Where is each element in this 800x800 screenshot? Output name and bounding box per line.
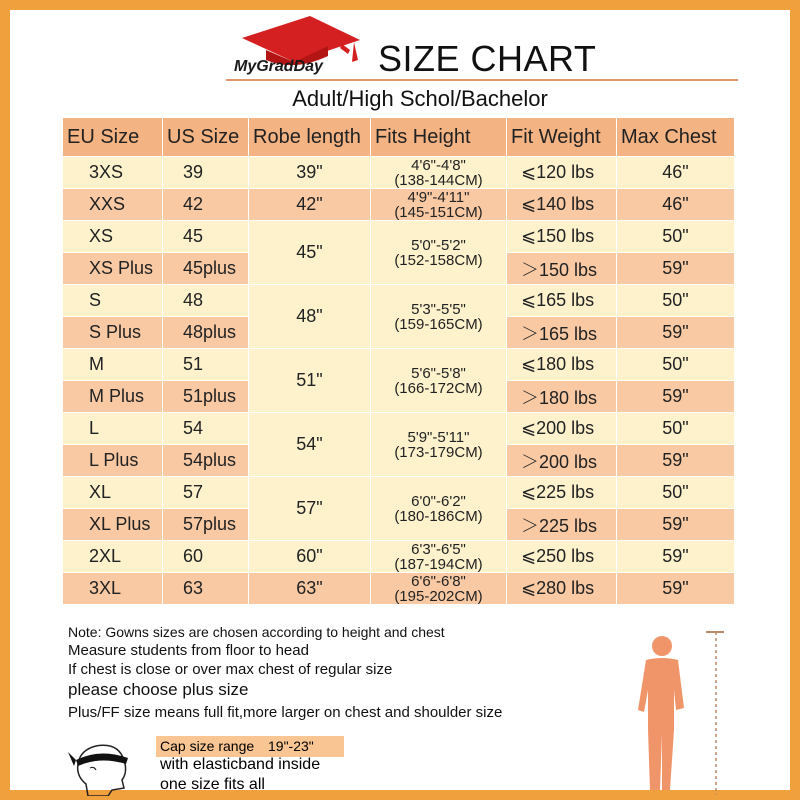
robe-length-cell: 54" <box>249 413 371 477</box>
header-eu-size: EU Size <box>63 118 163 157</box>
height-imperial: 6'3"-6'5" <box>411 540 466 558</box>
robe-length-cell: 45" <box>249 221 371 285</box>
page-subtitle: Adult/High Schol/Bachelor <box>292 86 548 111</box>
note-line: Note: Gowns sizes are chosen according to height and chest <box>68 624 445 640</box>
fits-height-cell <box>371 285 507 349</box>
max-chest-cell: 50" <box>617 285 735 317</box>
robe-length-cell: 48" <box>249 285 371 349</box>
height-metric: (173-179CM) <box>394 443 483 461</box>
us-size-cell: 48 <box>163 285 249 317</box>
us-size-cell: 39 <box>163 157 249 189</box>
person-measure-icon <box>620 630 730 795</box>
robe-length-cell: 63" <box>249 573 371 605</box>
table-row <box>63 541 735 573</box>
fits-height-cell <box>371 477 507 541</box>
cap-note-line: one size fits all <box>160 776 265 793</box>
max-chest-cell: 59" <box>617 445 735 477</box>
us-size-cell: 63 <box>163 573 249 605</box>
table-row <box>63 189 735 221</box>
max-chest-cell: 50" <box>617 349 735 381</box>
size-chart-table <box>62 117 735 605</box>
max-chest-cell: 50" <box>617 477 735 509</box>
height-metric: (180-186CM) <box>394 507 483 525</box>
table-row <box>63 349 735 381</box>
eu-size-cell: L Plus <box>63 445 163 477</box>
max-chest-cell: 59" <box>617 381 735 413</box>
max-chest-cell: 46" <box>617 189 735 221</box>
note-line: Measure students from floor to head <box>68 642 309 659</box>
fit-weight-cell: ⩽225 lbs <box>507 477 617 509</box>
robe-length-cell: 42" <box>249 189 371 221</box>
max-chest-cell: 46" <box>617 157 735 189</box>
header-fit-weight: Fit Weight <box>507 118 617 157</box>
cap-size-label: Cap size range <box>160 738 255 754</box>
robe-length-cell: 39" <box>249 157 371 189</box>
eu-size-cell: L <box>63 413 163 445</box>
height-imperial: 5'3"-5'5" <box>411 300 466 318</box>
us-size-cell: 45 <box>163 221 249 253</box>
cap-size-value: 19"-23" <box>268 738 314 754</box>
eu-size-cell: XXS <box>63 189 163 221</box>
max-chest-cell: 50" <box>617 413 735 445</box>
fit-weight-cell: ⩽120 lbs <box>507 157 617 189</box>
height-metric: (138-144CM) <box>394 171 483 189</box>
fits-height-cell <box>371 221 507 285</box>
us-size-cell: 45plus <box>163 253 249 285</box>
fit-weight-cell: ⩽280 lbs <box>507 573 617 605</box>
eu-size-cell: XS Plus <box>63 253 163 285</box>
max-chest-cell: 50" <box>617 221 735 253</box>
height-imperial: 5'0"-5'2" <box>411 236 466 254</box>
eu-size-cell: 2XL <box>63 541 163 573</box>
height-metric: (152-158CM) <box>394 251 483 269</box>
us-size-cell: 54plus <box>163 445 249 477</box>
us-size-cell: 48plus <box>163 317 249 349</box>
fits-height-cell <box>371 157 507 189</box>
table-row <box>63 221 735 253</box>
cap-size-range-box <box>156 736 344 757</box>
us-size-cell: 51 <box>163 349 249 381</box>
page-title: SIZE CHART <box>378 38 597 79</box>
max-chest-cell: 59" <box>617 253 735 285</box>
fit-weight-cell: ⩽250 lbs <box>507 541 617 573</box>
eu-size-cell: XS <box>63 221 163 253</box>
eu-size-cell: M <box>63 349 163 381</box>
table-row <box>63 285 735 317</box>
title-divider <box>226 79 738 81</box>
max-chest-cell: 59" <box>617 509 735 541</box>
note-line: please choose plus size <box>68 680 249 699</box>
height-imperial: 5'6"-5'8" <box>411 364 466 382</box>
note-line: If chest is close or over max chest of regular size <box>68 661 393 678</box>
max-chest-cell: 59" <box>617 317 735 349</box>
header-fits-height: Fits Height <box>371 118 507 157</box>
fit-weight-cell: ＞150 lbs <box>507 253 617 285</box>
us-size-cell: 42 <box>163 189 249 221</box>
fit-weight-cell: ⩽165 lbs <box>507 285 617 317</box>
height-metric: (159-165CM) <box>394 315 483 333</box>
fit-weight-cell: ＞200 lbs <box>507 445 617 477</box>
header-max-chest: Max Chest <box>617 118 735 157</box>
us-size-cell: 60 <box>163 541 249 573</box>
eu-size-cell: S <box>63 285 163 317</box>
header-us-size: US Size <box>163 118 249 157</box>
eu-size-cell: M Plus <box>63 381 163 413</box>
table-row <box>63 413 735 445</box>
eu-size-cell: XL <box>63 477 163 509</box>
eu-size-cell: XL Plus <box>63 509 163 541</box>
height-metric: (195-202CM) <box>394 587 483 605</box>
height-imperial: 5'9"-5'11" <box>407 428 470 446</box>
head-measure-icon <box>66 738 136 796</box>
eu-size-cell: 3XL <box>63 573 163 605</box>
max-chest-cell: 59" <box>617 573 735 605</box>
us-size-cell: 51plus <box>163 381 249 413</box>
table-row <box>63 573 735 605</box>
fit-weight-cell: ⩽150 lbs <box>507 221 617 253</box>
fit-weight-cell: ＞165 lbs <box>507 317 617 349</box>
fits-height-cell <box>371 189 507 221</box>
fit-weight-cell: ⩽200 lbs <box>507 413 617 445</box>
fit-weight-cell: ⩽180 lbs <box>507 349 617 381</box>
sizing-notes <box>68 624 502 721</box>
us-size-cell: 57 <box>163 477 249 509</box>
fit-weight-cell: ⩽140 lbs <box>507 189 617 221</box>
table-header-row <box>63 118 735 157</box>
height-imperial: 4'6"-4'8" <box>411 156 466 174</box>
header-robe-length: Robe length <box>249 118 371 157</box>
fits-height-cell <box>371 573 507 605</box>
max-chest-cell: 59" <box>617 541 735 573</box>
height-imperial: 6'0"-6'2" <box>411 492 466 510</box>
robe-length-cell: 57" <box>249 477 371 541</box>
height-imperial: 4'9"-4'11" <box>407 188 470 206</box>
height-metric: (145-151CM) <box>394 203 483 221</box>
us-size-cell: 57plus <box>163 509 249 541</box>
note-line: Plus/FF size means full fit,more larger on chest and shoulder size <box>68 704 503 721</box>
us-size-cell: 54 <box>163 413 249 445</box>
height-metric: (187-194CM) <box>394 555 483 573</box>
height-metric: (166-172CM) <box>394 379 483 397</box>
robe-length-cell: 51" <box>249 349 371 413</box>
height-imperial: 6'6"-6'8" <box>411 572 466 590</box>
fit-weight-cell: ＞225 lbs <box>507 509 617 541</box>
fit-weight-cell: ＞180 lbs <box>507 381 617 413</box>
cap-note-line: with elasticband inside <box>160 756 321 773</box>
eu-size-cell: S Plus <box>63 317 163 349</box>
brand-name: MyGradDay <box>234 58 323 75</box>
eu-size-cell: 3XS <box>63 157 163 189</box>
fits-height-cell <box>371 349 507 413</box>
table-row <box>63 157 735 189</box>
fits-height-cell <box>371 541 507 573</box>
fits-height-cell <box>371 413 507 477</box>
table-row <box>63 477 735 509</box>
robe-length-cell: 60" <box>249 541 371 573</box>
